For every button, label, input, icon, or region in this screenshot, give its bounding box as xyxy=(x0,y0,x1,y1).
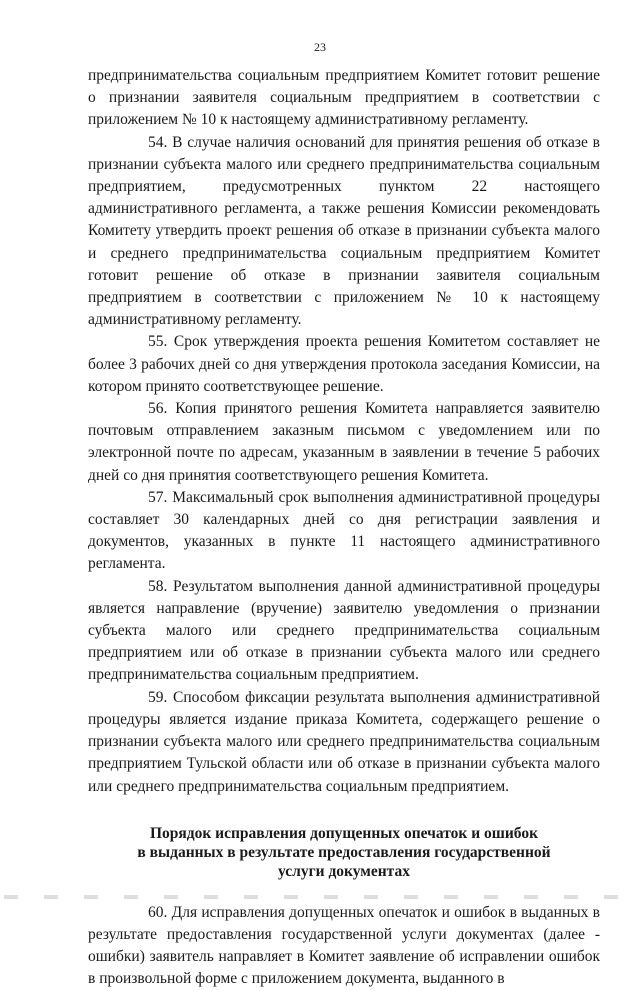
section-heading xyxy=(88,824,600,881)
section-heading-line: Порядок исправления допущенных опечаток и ошибок xyxy=(149,824,539,842)
page-number: 23 xyxy=(314,40,326,54)
document-body xyxy=(88,65,600,991)
scan-footer-artifact xyxy=(4,895,636,899)
paragraph-55: 55. Срок утверждения проекта решения Комитетом составляет не более 3 рабочих дней со дня утверждения протокола заседания Комиссии, на котором принято соответствующее решение. xyxy=(88,333,600,395)
paragraph-58: 58. Результатом выполнения данной административной процедуры является направление (вручение) заявителю уведомления о признании субъекта малого или среднего предпринимательства социальным предприятием или об отказе в признании субъекта малого или среднего предпринимательства социальным предприятием. xyxy=(88,577,600,684)
paragraph-56: 56. Копия принятого решения Комитета направляется заявителю почтовым отправлением заказным письмом с уведомлением или по электронной почте по адресам, указанным в заявлении в течение 5 рабочих дней со дня принятия соответствующего решения Комитета. xyxy=(88,400,600,484)
paragraph-60: 60. Для исправления допущенных опечаток и ошибок в выданных в результате предоставления государственной услуги документах (далее - ошибки) заявитель направляет в Комитет заявление об исправлении ошибок в произвольной форме с приложением документа, выданного в xyxy=(88,903,600,988)
paragraph-continuation: предпринимательства социальным предприятием Комитет готовит решение о признании заявителя социальным предприятием в соответствии с приложением № 10 к настоящему административному регламенту. xyxy=(88,67,600,129)
paragraph-59: 59. Способом фиксации результата выполнения административной процедуры является издание приказа Комитета, содержащего решение о признании субъекта малого или среднего предпринимательства социальным предприятием Тульской области или об отказе в признании субъекта малого или среднего предпринимательства социальным предприятием. xyxy=(88,688,600,795)
section-heading-line: услуги документах xyxy=(278,862,410,880)
paragraph-54: 54. В случае наличия оснований для принятия решения об отказе в признании субъекта малого или среднего предпринимательства социальным предприятием, предусмотренных пунктом 22 настоящего административного регламента, а также решения Комиссии рекомендовать Комитету утвердить проект решения об отказе в признании субъекта малого и среднего предпринимательства социальным предприятием Комитет готовит решение об отказе в признании заявителя социальным предприятием в соответствии с приложением № 10 к настоящему административному регламенту. xyxy=(88,133,600,329)
section-heading-line: в выданных в результате предоставления государственной xyxy=(137,843,551,861)
paragraph-57: 57. Максимальный срок выполнения административной процедуры составляет 30 календарных дней со дня регистрации заявления и документов, указанных в пункте 11 настоящего административного регламента. xyxy=(88,488,600,573)
